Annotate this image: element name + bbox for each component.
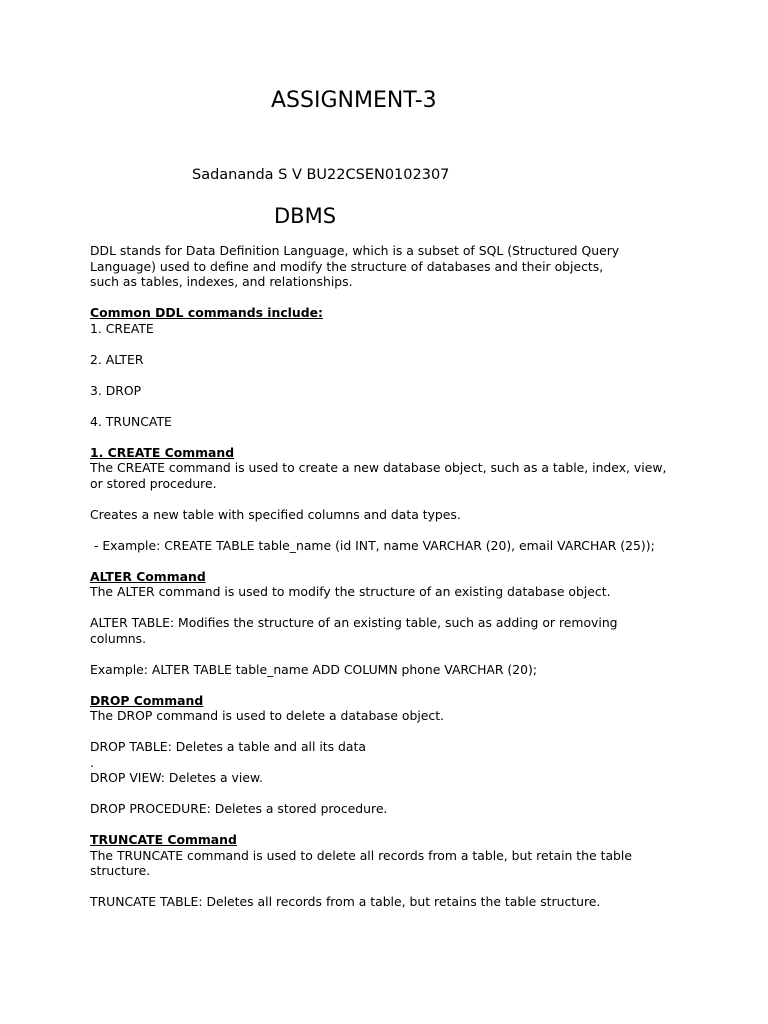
drop-view-line: DROP VIEW: Deletes a view. xyxy=(90,770,263,785)
subject-title: DBMS xyxy=(274,204,337,228)
alter-description: The ALTER command is used to modify the structure of an existing database object. xyxy=(90,584,611,599)
alter-example: Example: ALTER TABLE table_name ADD COLUMN phone VARCHAR (20); xyxy=(90,661,538,677)
create-example: - Example: CREATE TABLE table_name (id INT, name VARCHAR (20), email VARCHAR (25)); xyxy=(90,537,655,553)
author-line: Sadananda S V BU22CSEN0102307 xyxy=(192,167,450,183)
intro-line: Language) used to define and modify the structure of databases and their objects, xyxy=(90,258,604,274)
drop-description: The DROP command is used to delete a database object. xyxy=(90,708,445,723)
common-list-item: 2. ALTER xyxy=(90,351,144,367)
document-title: ASSIGNMENT-3 xyxy=(271,88,437,113)
create-description: or stored procedure. xyxy=(90,475,217,491)
drop-table-line: DROP TABLE: Deletes a table and all its data xyxy=(90,739,366,754)
alter-detail: ALTER TABLE: Modifies the structure of an existing table, such as adding or removing xyxy=(90,615,618,630)
truncate-detail: TRUNCATE TABLE: Deletes all records from a table, but retains the table structure. xyxy=(90,894,601,909)
intro-line: DDL stands for Data Definition Language, which is a subset of SQL (Structured Query xyxy=(90,243,620,258)
alter-heading: ALTER Command xyxy=(90,568,206,584)
create-detail: Creates a new table with specified columns and data types. xyxy=(90,506,461,522)
document-body xyxy=(90,243,690,910)
drop-heading: DROP Command xyxy=(90,692,204,708)
alter-detail: columns. xyxy=(90,630,147,646)
common-commands-heading: Common DDL commands include: xyxy=(90,305,323,320)
truncate-description: The TRUNCATE command is used to delete all records from a table, but retain the table xyxy=(90,847,632,863)
common-list-item: 3. DROP xyxy=(90,382,142,398)
common-list-item: 1. CREATE xyxy=(90,320,154,336)
create-description: The CREATE command is used to create a new database object, such as a table, index, view, xyxy=(90,460,667,475)
drop-procedure-line: DROP PROCEDURE: Deletes a stored procedure. xyxy=(90,801,388,816)
truncate-description: structure. xyxy=(90,863,151,878)
drop-dot-line: . xyxy=(90,754,94,770)
truncate-heading: TRUNCATE Command xyxy=(90,832,237,847)
common-list-item: 4. TRUNCATE xyxy=(90,413,172,429)
create-heading: 1. CREATE Command xyxy=(90,444,235,460)
intro-line: such as tables, indexes, and relationships. xyxy=(90,274,353,289)
